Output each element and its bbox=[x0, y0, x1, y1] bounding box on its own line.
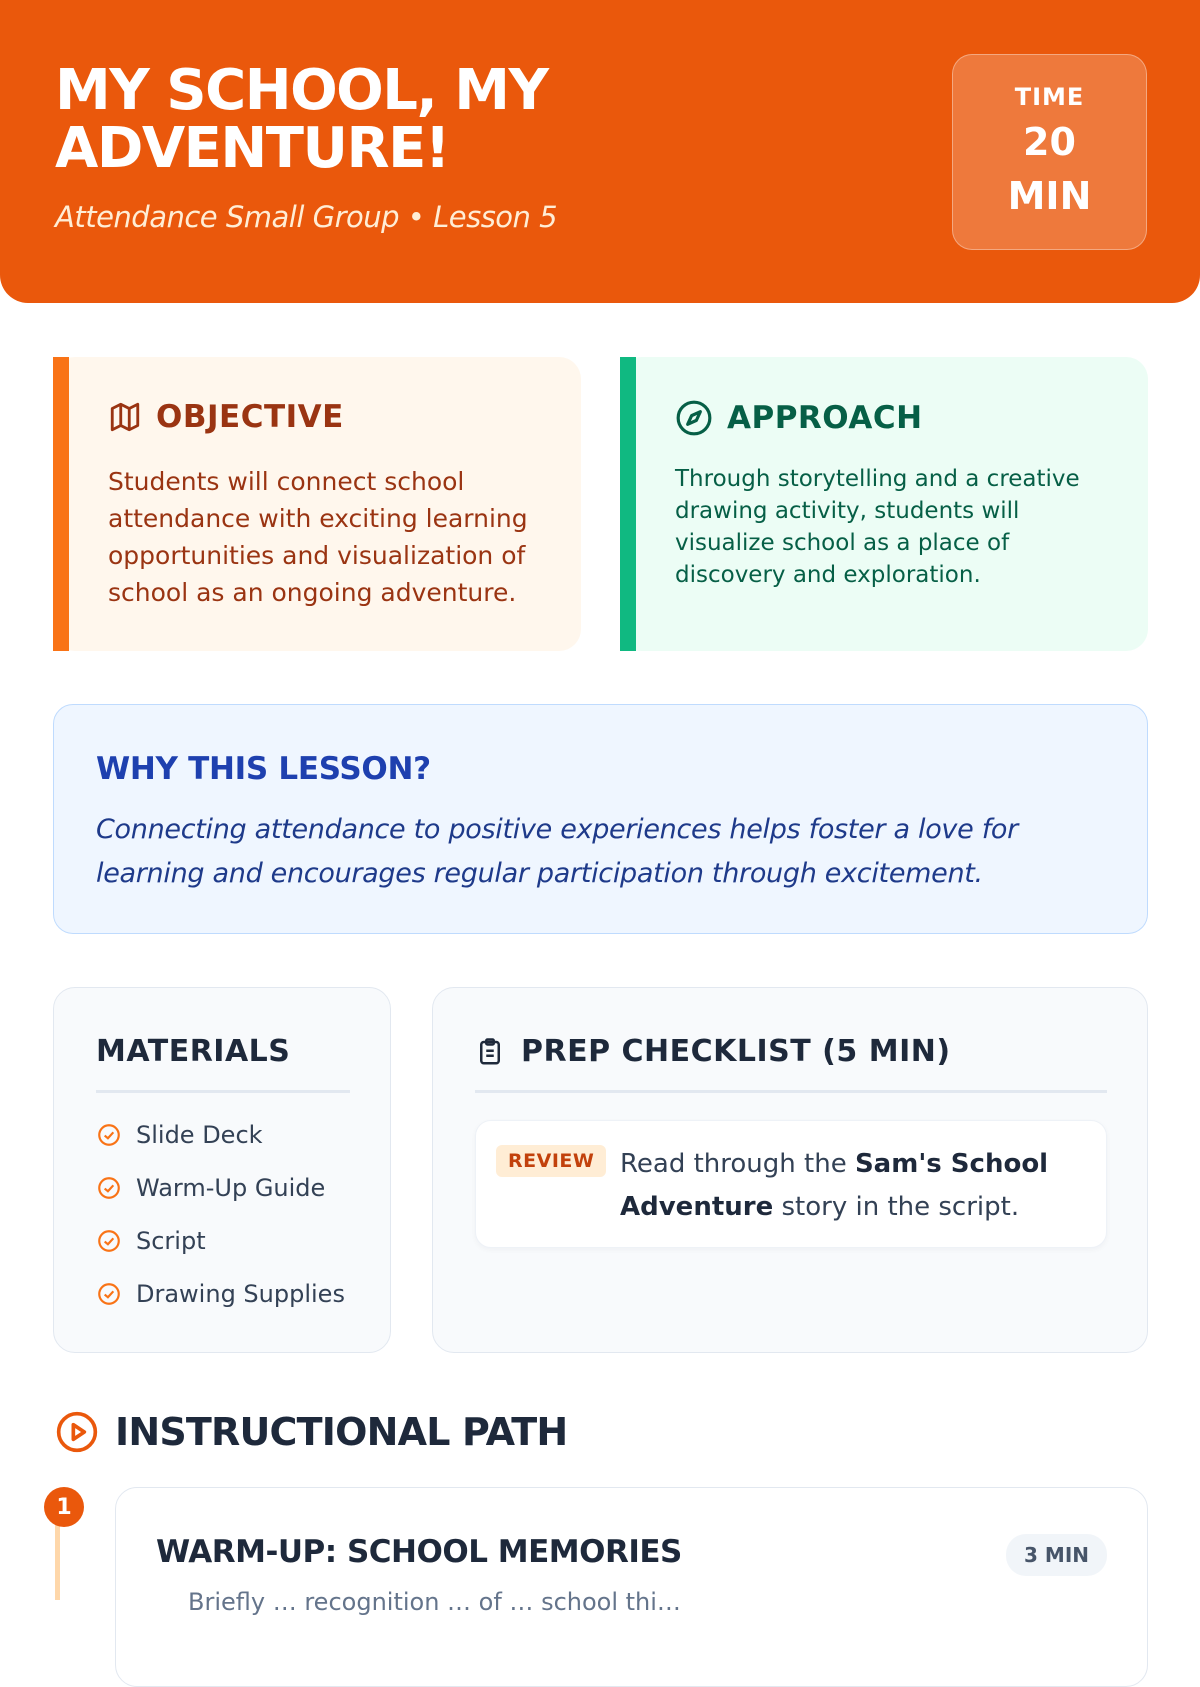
materials-heading: MATERIALS bbox=[96, 1034, 291, 1069]
list-item bbox=[96, 1267, 345, 1320]
lesson-header bbox=[0, 0, 1200, 303]
objective-heading-row bbox=[108, 399, 344, 435]
time-badge bbox=[952, 54, 1147, 250]
prep-heading: PREP CHECKLIST (5 MIN) bbox=[521, 1034, 951, 1069]
check-circle-icon bbox=[96, 1228, 122, 1254]
map-icon bbox=[108, 400, 142, 434]
approach-heading: APPROACH bbox=[727, 400, 923, 436]
task-text-end: story in the script. bbox=[773, 1192, 1020, 1222]
check-circle-icon bbox=[96, 1281, 122, 1307]
material-label: Slide Deck bbox=[136, 1120, 263, 1149]
objective-card bbox=[53, 357, 581, 651]
check-circle-icon bbox=[96, 1122, 122, 1148]
objective-heading: OBJECTIVE bbox=[156, 399, 344, 435]
materials-divider bbox=[96, 1090, 350, 1093]
approach-heading-row bbox=[675, 399, 923, 437]
clipboard-icon bbox=[475, 1036, 505, 1068]
why-this-lesson-card bbox=[53, 704, 1148, 934]
prep-divider bbox=[475, 1090, 1107, 1093]
instructional-path-heading-row bbox=[55, 1410, 567, 1454]
instructional-path-heading: INSTRUCTIONAL PATH bbox=[115, 1410, 568, 1454]
why-heading: WHY THIS LESSON? bbox=[96, 751, 431, 787]
timeline-line bbox=[55, 1520, 60, 1600]
approach-card bbox=[620, 357, 1148, 651]
check-circle-icon bbox=[96, 1175, 122, 1201]
task-tag: REVIEW bbox=[496, 1145, 606, 1177]
play-circle-icon bbox=[55, 1410, 99, 1454]
materials-list bbox=[96, 1108, 345, 1320]
lesson-subtitle: Attendance Small Group • Lesson 5 bbox=[55, 200, 558, 234]
task-text bbox=[620, 1143, 1080, 1229]
prep-checklist-card bbox=[432, 987, 1148, 1353]
task-text-start: Read through the bbox=[620, 1149, 855, 1179]
prep-heading-row bbox=[475, 1034, 951, 1069]
lesson-title: MY SCHOOL, MY ADVENTURE! bbox=[55, 58, 548, 181]
materials-card bbox=[53, 987, 391, 1353]
checklist-item bbox=[475, 1120, 1107, 1248]
material-label: Drawing Supplies bbox=[136, 1279, 345, 1308]
why-text: Connecting attendance to positive experiences helps foster a love for learning and encourages regular participation through excitement. bbox=[96, 814, 1018, 889]
material-label: Warm-Up Guide bbox=[136, 1173, 326, 1202]
step-card bbox=[115, 1487, 1148, 1687]
objective-text: Students will connect school attendance with exciting learning opportunities and visualization of school as an ongoing adventure. bbox=[108, 467, 528, 607]
step-number-badge: 1 bbox=[44, 1487, 84, 1527]
compass-icon bbox=[675, 399, 713, 437]
list-item bbox=[96, 1108, 345, 1161]
step-duration-badge: 3 MIN bbox=[1006, 1534, 1107, 1576]
time-value: 20 MIN bbox=[1007, 120, 1092, 218]
list-item bbox=[96, 1214, 345, 1267]
approach-text: Through storytelling and a creative drawing activity, students will visualize school as a place of discovery and exploration. bbox=[675, 466, 1080, 588]
approach-accent-bar bbox=[620, 357, 636, 651]
step-title: WARM-UP: SCHOOL MEMORIES bbox=[156, 1534, 682, 1570]
time-label: TIME bbox=[1014, 83, 1085, 111]
task-text-highlight: Sam's School Adventure bbox=[620, 1149, 1049, 1222]
list-item bbox=[96, 1161, 345, 1214]
objective-accent-bar bbox=[53, 357, 69, 651]
material-label: Script bbox=[136, 1226, 206, 1255]
step-description: Briefly … recognition … of … school thi… bbox=[188, 1588, 681, 1616]
